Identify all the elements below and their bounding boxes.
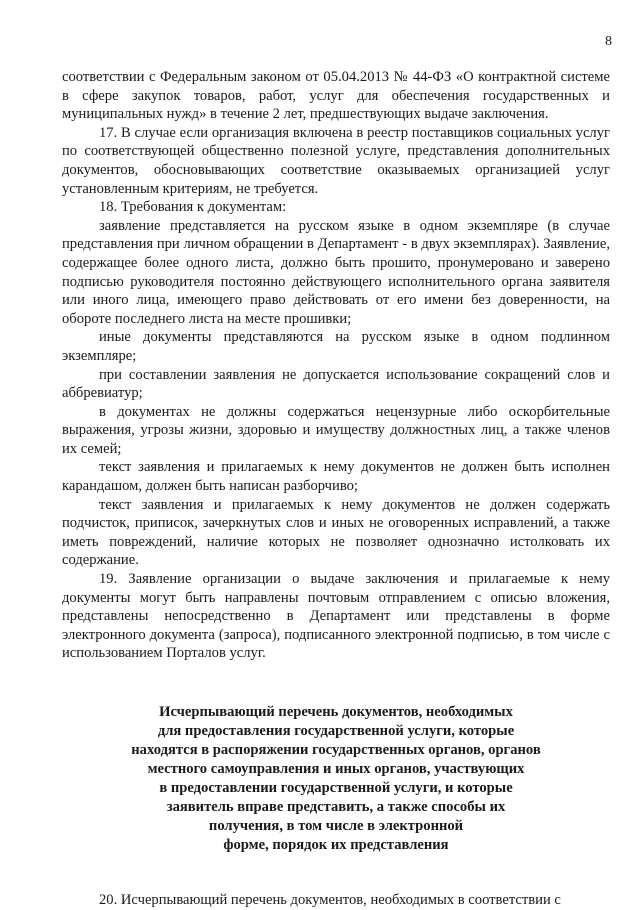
section-heading-line: форме, порядок их представления	[223, 837, 449, 853]
paragraph-18-requirement-4: в документах не должны содержаться нецензурные либо оскорбительные выражения, угрозы жизни, здоровью и имуществу должностных лиц, а также членов их семей;	[62, 403, 610, 457]
section-heading-line: местного самоуправления и иных органов, участвующих	[147, 761, 525, 777]
paragraph-18-requirement-3: при составлении заявления не допускается использование сокращений слов и аббревиатур;	[62, 366, 610, 402]
paragraph-18-requirement-2: иные документы представляются на русском языке в одном подлинном экземпляре;	[62, 329, 610, 364]
paragraph-18-requirement-1: заявление представляется на русском языке в одном экземпляре (в случае представления при личном обращении в Департамент - в двух экземплярах). Заявление, содержащее более одного листа, должно быть прошито, пронумеровано и заверено подписью руководителя постоянно действующего исполнительного органа заявителя или иного лица, имеющего право действовать от его имени без доверенности, на обороте последнего листа на месте прошивки;	[62, 217, 610, 327]
section-heading-line: в предоставлении государственной услуги, и которые	[159, 780, 513, 796]
paragraph-17: 17. В случае если организация включена в реестр поставщиков социальных услуг по соответствующей общественно полезной услуге, представления дополнительных документов, обосновывающих соответствие оказываемых организацией услуг установленным критериям, не требуется.	[62, 124, 610, 197]
section-heading-line: заявитель вправе представить, а также способы их	[166, 799, 506, 815]
section-heading	[62, 703, 610, 855]
section-heading-line: Исчерпывающий перечень документов, необходимых	[159, 704, 513, 720]
paragraph-18: 18. Требования к документам:	[99, 199, 287, 216]
section-heading-line: получения, в том числе в электронной	[208, 818, 464, 834]
document-body	[62, 68, 610, 910]
paragraph-18-requirement-6: текст заявления и прилагаемых к нему документов не должен содержать подчисток, приписок, зачеркнутых слов и иных не оговоренных исправлений, а также иметь повреждений, наличие которых не позволяет однозначно истолковать их содержание.	[62, 496, 610, 569]
section-heading-line: для предоставления государственной услуги, которые	[157, 723, 515, 739]
page-number: 8	[605, 34, 612, 49]
paragraph-18-requirement-5: текст заявления и прилагаемых к нему документов не должен быть исполнен карандашом, должен быть написан разборчиво;	[62, 459, 610, 495]
paragraph-20: 20. Исчерпывающий перечень документов, необходимых в соответствии с	[99, 892, 561, 908]
paragraph-19: 19. Заявление организации о выдаче заключения и прилагаемые к нему документы могут быть направлены почтовым отправлением с описью вложения, представлены непосредственно в Департамент или представлены в форме электронного документа (запроса), подписанного электронной подписью, в том числе с использованием Порталов услуг.	[62, 571, 610, 662]
section-heading-line: находятся в распоряжении государственных органов, органов	[131, 742, 541, 758]
paragraph-44fz-continuation: соответствии с Федеральным законом от 05.04.2013 № 44-ФЗ «О контрактной системе в сфере закупок товаров, работ, услуг для обеспечения государственных и муниципальных нужд» в течение 2 лет, предшествующих выдаче заключения.	[62, 69, 610, 123]
